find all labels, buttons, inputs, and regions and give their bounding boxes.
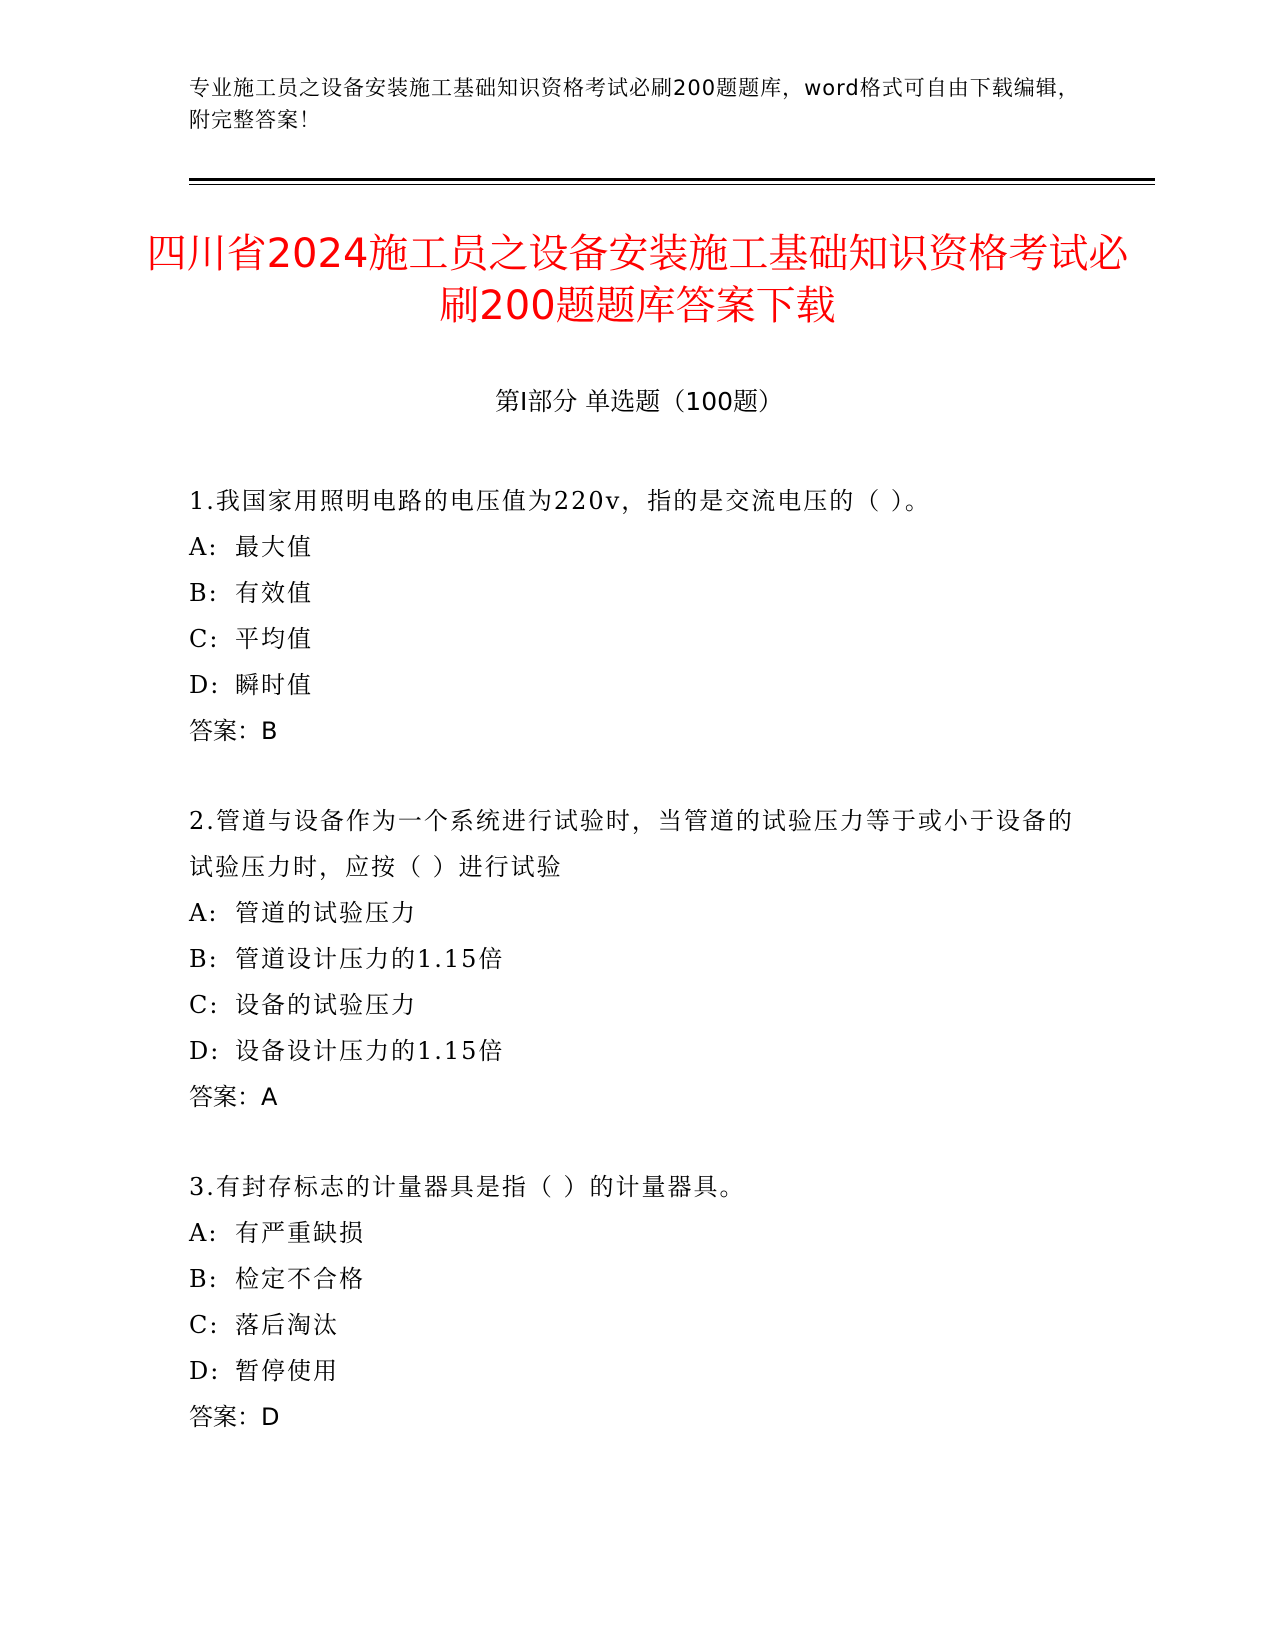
answer: 答案：D — [189, 1403, 280, 1431]
option-b — [189, 1256, 1089, 1302]
document-title: 四川省2024施工员之设备安装施工基础知识资格考试必刷200题题库答案下载 — [146, 231, 1129, 329]
option-text: 有严重缺损 — [235, 1219, 365, 1247]
option-text: 落后淘汰 — [235, 1311, 339, 1339]
header-rule-thick — [189, 178, 1155, 181]
option-letter: C: — [189, 1311, 220, 1339]
option-text: 管道设计压力的1.15倍 — [235, 945, 505, 973]
option-letter: D: — [189, 1037, 221, 1065]
option-text: 有效值 — [235, 579, 313, 607]
option-text: 检定不合格 — [235, 1265, 365, 1293]
section-title: 第I部分 单选题（100题） — [494, 387, 784, 416]
question-stem: 2.管道与设备作为一个系统进行试验时，当管道的试验压力等于或小于设备的试验压力时，应按（ ）进行试验 — [189, 807, 1074, 881]
option-a — [189, 524, 1089, 570]
option-d — [189, 1028, 1089, 1074]
answer: 答案：B — [189, 717, 278, 745]
question-2 — [189, 798, 1089, 1120]
option-letter: A: — [189, 1219, 219, 1247]
question-stem: 1.我国家用照明电路的电压值为220v，指的是交流电压的（ ）。 — [189, 487, 931, 515]
header-note: 专业施工员之设备安装施工基础知识资格考试必刷200题题库，word格式可自由下载编辑，附完整答案！ — [189, 76, 1080, 132]
option-text: 最大值 — [235, 533, 313, 561]
option-letter: C: — [189, 625, 220, 653]
option-letter: D: — [189, 1357, 221, 1385]
option-b — [189, 570, 1089, 616]
option-text: 瞬时值 — [235, 671, 313, 699]
option-letter: B: — [189, 945, 219, 973]
option-letter: B: — [189, 1265, 219, 1293]
option-a — [189, 1210, 1089, 1256]
option-b — [189, 936, 1089, 982]
option-d — [189, 1348, 1089, 1394]
question-3 — [189, 1164, 1089, 1440]
option-a — [189, 890, 1089, 936]
question-list — [189, 478, 1089, 1484]
option-letter: B: — [189, 579, 219, 607]
option-text: 平均值 — [235, 625, 313, 653]
option-c — [189, 982, 1089, 1028]
question-stem: 3.有封存标志的计量器具是指（ ）的计量器具。 — [189, 1173, 746, 1201]
option-c — [189, 1302, 1089, 1348]
option-letter: C: — [189, 991, 220, 1019]
option-letter: A: — [189, 899, 219, 927]
option-text: 设备的试验压力 — [235, 991, 417, 1019]
option-letter: D: — [189, 671, 221, 699]
answer: 答案：A — [189, 1083, 278, 1111]
option-letter: A: — [189, 533, 219, 561]
question-1 — [189, 478, 1089, 754]
option-text: 管道的试验压力 — [235, 899, 417, 927]
option-text: 设备设计压力的1.15倍 — [235, 1037, 505, 1065]
option-d — [189, 662, 1089, 708]
header-rule-thin — [189, 184, 1155, 185]
option-text: 暂停使用 — [235, 1357, 339, 1385]
option-c — [189, 616, 1089, 662]
